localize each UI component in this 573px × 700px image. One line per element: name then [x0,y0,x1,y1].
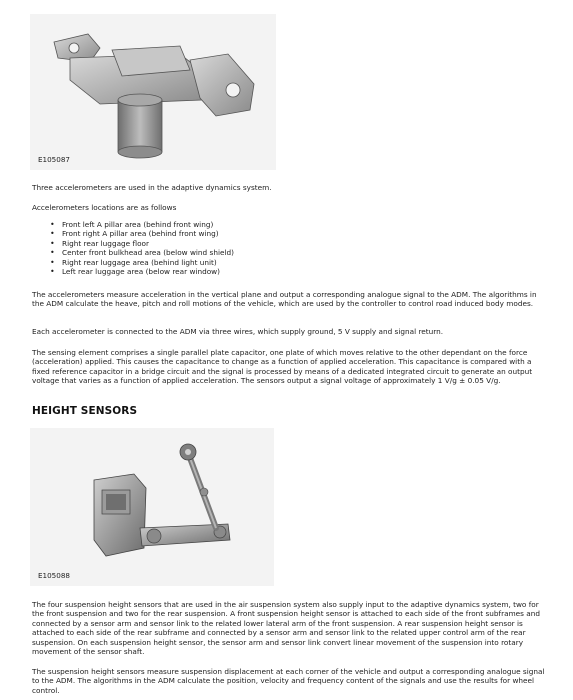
height-sensor-figure [30,428,274,586]
list-item: • Center front bulkhead area (below wind shield) [50,248,234,257]
list-item: • Left rear luggage area (below rear window) [50,267,234,276]
paragraph-height-intro: The four suspension height sensors that are used in the air suspension system also supply input to the adaptive dynamics system, two for the front suspension and two for the rear suspension. A front suspension height sensor is attached to each side of the front subframes and connected by a sensor arm and sensor link to the related lower lateral arm of the front suspension. A rear suspension height sensor is attached to each side of the rear subframe and connected by a sensor arm and sensor link to the related upper control arm of the rear suspension. On each suspension height sensor, the sensor arm and sensor link convert linear movement of the suspension into rotary movement of the sensor shaft. [32,600,541,657]
list-item: • Front left A pillar area (behind front wing) [50,220,234,229]
section-heading: HEIGHT SENSORS [32,405,138,417]
paragraph-measure: The accelerometers measure acceleration in the vertical plane and output a corresponding analogue signal to the ADM. The algorithms in the ADM calculate the heave, pitch and roll motions of the vehicle, which are used by the controller to control road induced body modes. [32,290,537,309]
list-item: • Right rear luggage floor [50,239,234,248]
paragraph-intro: Three accelerometers are used in the adaptive dynamics system. [32,183,272,192]
accelerometer-image [30,14,276,170]
paragraph-height-measure: The suspension height sensors measure suspension displacement at each corner of the vehicle and output a corresponding analogue signal to the ADM. The algorithms in the ADM calculate the position, velocity and frequency content of the signals and use the results for wheel control. [32,667,545,695]
paragraph-wires: Each accelerometer is connected to the ADM via three wires, which supply ground, 5 V supply and signal return. [32,327,444,336]
figure-label: E105088 [38,571,70,580]
height-sensor-image [30,428,274,586]
paragraph-sensing: The sensing element comprises a single parallel plate capacitor, one plate of which moves relative to the other dependant on the force (acceleration) applied. This causes the capacitance to change as a function of applied acceleration. This capacitance is compared with a fixed reference capacitor in a bridge circuit and the signal is processed by means of a dedicated integrated circuit to generate an output voltage that varies as a function of applied acceleration. The sensors output a signal voltage of approximately 1 V/g ± 0.05 V/g. [32,348,533,386]
paragraph-locations-heading: Accelerometers locations are as follows [32,203,177,212]
figure-label: E105087 [38,155,70,164]
list-item: • Front right A pillar area (behind front wing) [50,229,234,238]
accelerometer-figure [30,14,276,170]
list-item: • Right rear luggage area (behind light unit) [50,258,234,267]
locations-list [50,220,234,276]
